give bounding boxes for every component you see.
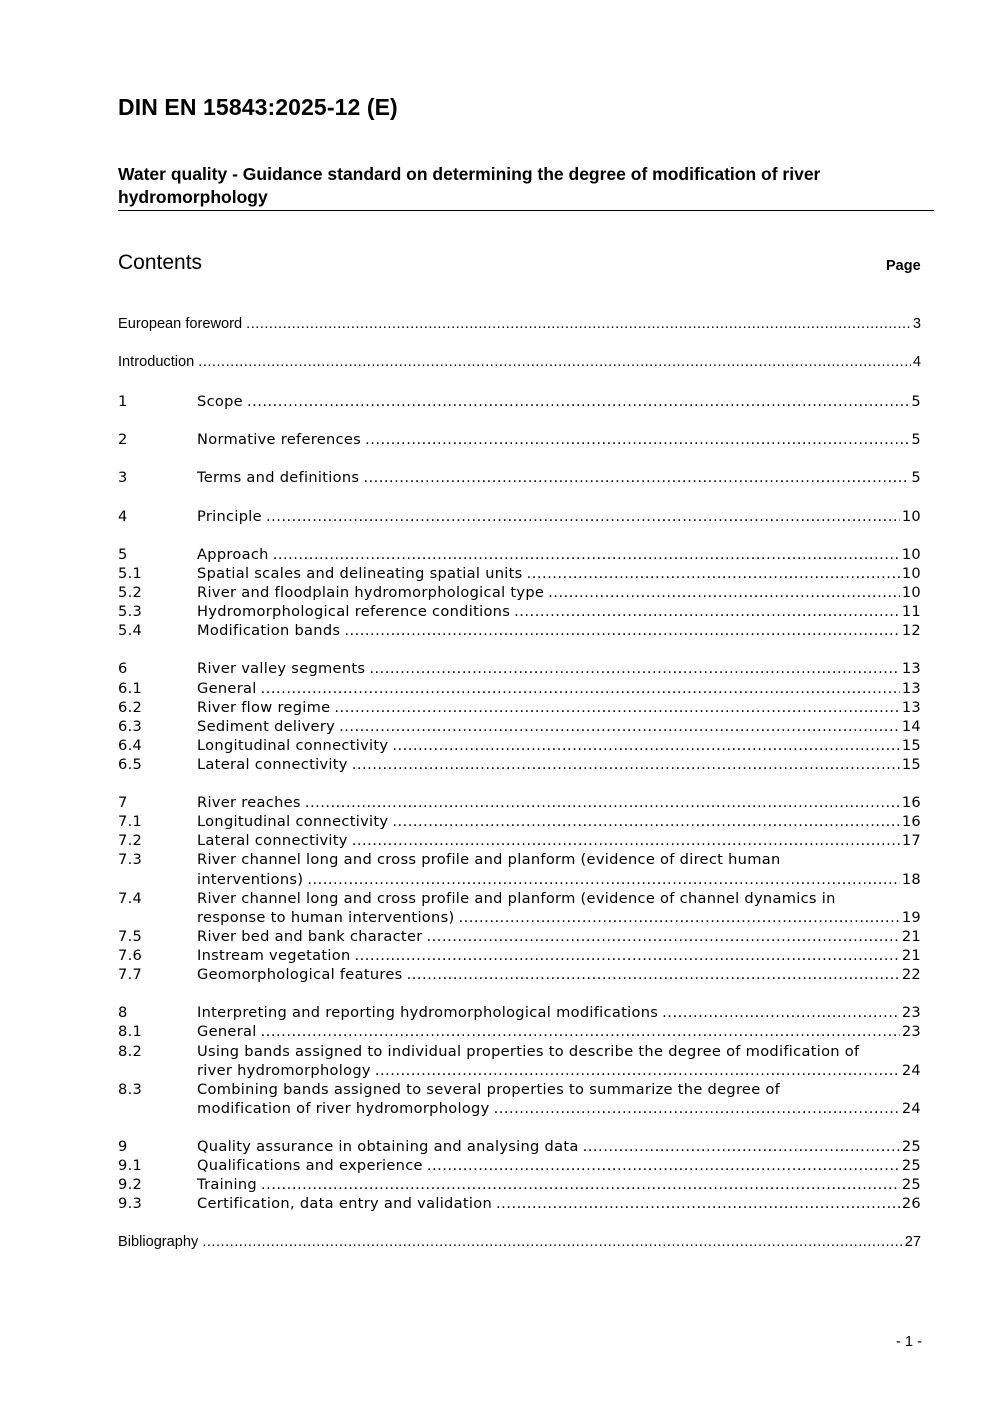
toc-entry-number: 9: [118, 1138, 128, 1156]
toc-entry[interactable]: [118, 698, 921, 717]
toc-entry[interactable]: [118, 946, 921, 965]
toc-leader-dots: [662, 1003, 900, 1022]
toc-entry-page: 23: [901, 1023, 921, 1041]
toc-entry-continuation[interactable]: [118, 869, 921, 888]
toc-entry[interactable]: [118, 831, 921, 850]
toc-entry-number: 9.2: [118, 1176, 143, 1194]
toc-entry-page: 25: [901, 1157, 921, 1175]
toc-entry-number: 9.1: [118, 1157, 143, 1175]
table-of-contents: [118, 315, 921, 1252]
toc-entry-title-continued: river hydromorphology: [197, 1061, 371, 1079]
toc-entry-title-continued: modification of river hydromorphology: [197, 1099, 490, 1117]
toc-entry[interactable]: [118, 1080, 921, 1099]
toc-leader-dots: [261, 679, 900, 698]
toc-entry[interactable]: [118, 545, 921, 564]
toc-entry-page: 4: [912, 354, 921, 371]
toc-entry-title: Lateral connectivity: [197, 832, 348, 850]
toc-entry-continuation[interactable]: [118, 1061, 921, 1080]
toc-entry-page: 26: [901, 1195, 921, 1213]
toc-entry-number: 6.3: [118, 717, 143, 735]
toc-leader-dots: [494, 1099, 900, 1118]
toc-entry-number: 7.2: [118, 832, 143, 850]
toc-entry-page: 10: [901, 507, 921, 525]
toc-entry-page: 16: [901, 813, 921, 831]
toc-leader-dots: [365, 430, 909, 449]
toc-leader-dots: [202, 1233, 902, 1252]
document-title: Water quality - Guidance standard on determining the degree of modification of river hydromorphology: [118, 163, 934, 211]
toc-leader-dots: [344, 621, 900, 640]
toc-leader-dots: [273, 545, 900, 564]
toc-entry-title: River and floodplain hydromorphological type: [197, 583, 545, 601]
toc-entry-title: Longitudinal connectivity: [197, 736, 389, 754]
toc-entry-number: 8.3: [118, 1080, 143, 1098]
toc-entry-number: 5.2: [118, 583, 143, 601]
toc-entry-number: 8.2: [118, 1042, 143, 1060]
toc-entry-title: Longitudinal connectivity: [197, 813, 389, 831]
toc-entry-continuation[interactable]: [118, 908, 921, 927]
toc-entry-page: 24: [901, 1061, 921, 1079]
toc-entry-number: 1: [118, 392, 128, 410]
toc-entry-title: European foreword: [118, 316, 243, 333]
toc-entry-title: Principle: [197, 507, 262, 525]
toc-entry-page: 22: [901, 966, 921, 984]
toc-leader-dots: [458, 908, 899, 927]
page-column-heading: Page: [886, 258, 921, 274]
toc-entry[interactable]: [118, 812, 921, 831]
toc-entry-page: 24: [901, 1099, 921, 1117]
toc-entry-page: 5: [911, 469, 921, 487]
toc-entry-page: 15: [901, 736, 921, 754]
toc-entry-page: 10: [901, 583, 921, 601]
toc-leader-dots: [392, 736, 900, 755]
toc-entry-title: Scope: [197, 392, 243, 410]
toc-leader-dots: [427, 927, 900, 946]
document-id: DIN EN 15843:2025-12 (E): [118, 94, 398, 120]
toc-entry-page: 21: [901, 927, 921, 945]
toc-entry-page: 13: [901, 660, 921, 678]
toc-leader-dots: [246, 315, 911, 334]
toc-entry[interactable]: [118, 889, 921, 908]
toc-entry[interactable]: [118, 1233, 921, 1252]
toc-entry[interactable]: [118, 1003, 921, 1022]
toc-leader-dots: [334, 698, 899, 717]
toc-entry-number: 5.3: [118, 603, 143, 621]
toc-leader-dots: [496, 1194, 900, 1213]
toc-leader-dots: [407, 965, 900, 984]
toc-entry[interactable]: [118, 468, 921, 487]
toc-entry-title: Combining bands assigned to several properties to summarize the degree of: [197, 1080, 781, 1098]
toc-entry-number: 9.3: [118, 1195, 143, 1213]
toc-leader-dots: [527, 564, 900, 583]
toc-entry[interactable]: [118, 755, 921, 774]
toc-leader-dots: [247, 392, 909, 411]
toc-entry[interactable]: [118, 793, 921, 812]
toc-entry-title: Interpreting and reporting hydromorphological modifications: [197, 1004, 659, 1022]
toc-entry-title: River valley segments: [197, 660, 366, 678]
toc-entry-page: 5: [911, 392, 921, 410]
toc-entry-page: 10: [901, 564, 921, 582]
toc-entry-number: 6.1: [118, 679, 143, 697]
toc-entry-page: 12: [901, 622, 921, 640]
toc-entry-title: Bibliography: [118, 1233, 199, 1250]
toc-entry-page: 25: [901, 1138, 921, 1156]
toc-entry-number: 8.1: [118, 1023, 143, 1041]
toc-entry-number: 6.5: [118, 755, 143, 773]
toc-entry[interactable]: [118, 736, 921, 755]
toc-entry-title: General: [197, 1023, 257, 1041]
toc-leader-dots: [266, 507, 900, 526]
toc-entry-title: Lateral connectivity: [197, 755, 348, 773]
toc-entry-number: 3: [118, 469, 128, 487]
toc-entry-title: Introduction: [118, 354, 195, 371]
toc-leader-dots: [548, 583, 900, 602]
toc-leader-dots: [261, 1022, 900, 1041]
toc-entry-title: Modification bands: [197, 622, 341, 640]
toc-entry[interactable]: [118, 392, 921, 411]
toc-entry[interactable]: [118, 927, 921, 946]
toc-entry[interactable]: [118, 1156, 921, 1175]
toc-leader-dots: [307, 870, 900, 889]
toc-leader-dots: [514, 602, 900, 621]
toc-entry-number: 6.4: [118, 736, 143, 754]
toc-entry[interactable]: [118, 583, 921, 602]
toc-entry-page: 13: [901, 698, 921, 716]
toc-entry-number: 6.2: [118, 698, 143, 716]
toc-entry-page: 27: [904, 1233, 921, 1250]
toc-entry[interactable]: [118, 850, 921, 869]
toc-entry-page: 11: [901, 603, 921, 621]
toc-entry-page: 19: [901, 908, 921, 926]
toc-entry-number: 5: [118, 545, 128, 563]
toc-leader-dots: [352, 755, 900, 774]
toc-entry[interactable]: [118, 353, 921, 372]
toc-entry-page: 23: [901, 1004, 921, 1022]
toc-entry-number: 8: [118, 1004, 128, 1022]
toc-entry-number: 7.5: [118, 927, 143, 945]
toc-entry-title: Quality assurance in obtaining and analysing data: [197, 1138, 579, 1156]
toc-entry-number: 7.4: [118, 889, 143, 907]
toc-entry-number: 2: [118, 430, 128, 448]
toc-leader-dots: [261, 1175, 900, 1194]
toc-entry-number: 7.7: [118, 966, 143, 984]
toc-leader-dots: [583, 1137, 900, 1156]
toc-leader-dots: [392, 812, 900, 831]
toc-entry[interactable]: [118, 1022, 921, 1041]
toc-entry-title-continued: response to human interventions): [197, 908, 455, 926]
toc-entry-number: 4: [118, 507, 128, 525]
toc-entry[interactable]: [118, 659, 921, 678]
toc-entry-page: 16: [901, 794, 921, 812]
footer-page-number: - 1 -: [896, 1334, 922, 1350]
toc-leader-dots: [305, 793, 900, 812]
toc-entry-page: 13: [901, 679, 921, 697]
toc-entry-title: River flow regime: [197, 698, 331, 716]
toc-entry-title-continued: interventions): [197, 870, 304, 888]
contents-heading: Contents: [118, 251, 203, 274]
toc-entry-number: 5.1: [118, 564, 143, 582]
toc-entry-page: 25: [901, 1176, 921, 1194]
toc-leader-dots: [369, 659, 900, 678]
toc-entry-title: River bed and bank character: [197, 927, 423, 945]
toc-entry-page: 10: [901, 545, 921, 563]
toc-entry-title: Sediment delivery: [197, 717, 336, 735]
toc-entry-title: Geomorphological features: [197, 966, 403, 984]
toc-entry-title: Instream vegetation: [197, 946, 351, 964]
toc-entry-page: 5: [911, 430, 921, 448]
toc-entry[interactable]: [118, 315, 921, 334]
toc-entry-page: 3: [912, 316, 921, 333]
toc-entry[interactable]: [118, 1041, 921, 1060]
toc-entry[interactable]: [118, 965, 921, 984]
toc-entry[interactable]: [118, 678, 921, 697]
toc-entry-number: 7.1: [118, 813, 143, 831]
toc-entry-title: Qualifications and experience: [197, 1157, 423, 1175]
toc-entry[interactable]: [118, 564, 921, 583]
toc-entry-title: Certification, data entry and validation: [197, 1195, 493, 1213]
toc-entry-number: 7.3: [118, 851, 143, 869]
toc-leader-dots: [352, 831, 900, 850]
toc-entry-continuation[interactable]: [118, 1099, 921, 1118]
toc-entry[interactable]: [118, 621, 921, 640]
toc-leader-dots: [375, 1061, 900, 1080]
toc-entry-number: 7: [118, 794, 128, 812]
toc-entry[interactable]: [118, 1194, 921, 1213]
toc-entry-page: 18: [901, 870, 921, 888]
toc-leader-dots: [363, 468, 909, 487]
toc-entry-page: 15: [901, 755, 921, 773]
toc-entry-title: River channel long and cross profile and planform (evidence of direct human: [197, 851, 781, 869]
toc-leader-dots: [427, 1156, 900, 1175]
toc-entry-title: Hydromorphological reference conditions: [197, 603, 511, 621]
toc-entry-title: Using bands assigned to individual properties to describe the degree of modification of: [197, 1042, 860, 1060]
toc-entry-number: 6: [118, 660, 128, 678]
toc-entry-page: 14: [901, 717, 921, 735]
toc-entry[interactable]: [118, 1137, 921, 1156]
toc-entry[interactable]: [118, 430, 921, 449]
toc-entry-title: Terms and definitions: [197, 469, 360, 487]
toc-entry-title: Approach: [197, 545, 269, 563]
toc-entry-title: Spatial scales and delineating spatial units: [197, 564, 523, 582]
toc-entry-page: 17: [901, 832, 921, 850]
toc-entry[interactable]: [118, 506, 921, 525]
toc-entry[interactable]: [118, 717, 921, 736]
toc-entry[interactable]: [118, 1175, 921, 1194]
toc-leader-dots: [198, 353, 911, 372]
toc-entry-number: 5.4: [118, 622, 143, 640]
toc-entry-number: 7.6: [118, 946, 143, 964]
toc-entry-title: Normative references: [197, 430, 362, 448]
toc-entry[interactable]: [118, 602, 921, 621]
toc-entry-title: River reaches: [197, 794, 301, 812]
toc-entry-page: 21: [901, 946, 921, 964]
toc-entry-title: Training: [197, 1176, 257, 1194]
toc-entry-title: River channel long and cross profile and planform (evidence of channel dynamics in: [197, 889, 836, 907]
toc-leader-dots: [339, 717, 900, 736]
toc-entry-title: General: [197, 679, 257, 697]
toc-leader-dots: [355, 946, 900, 965]
